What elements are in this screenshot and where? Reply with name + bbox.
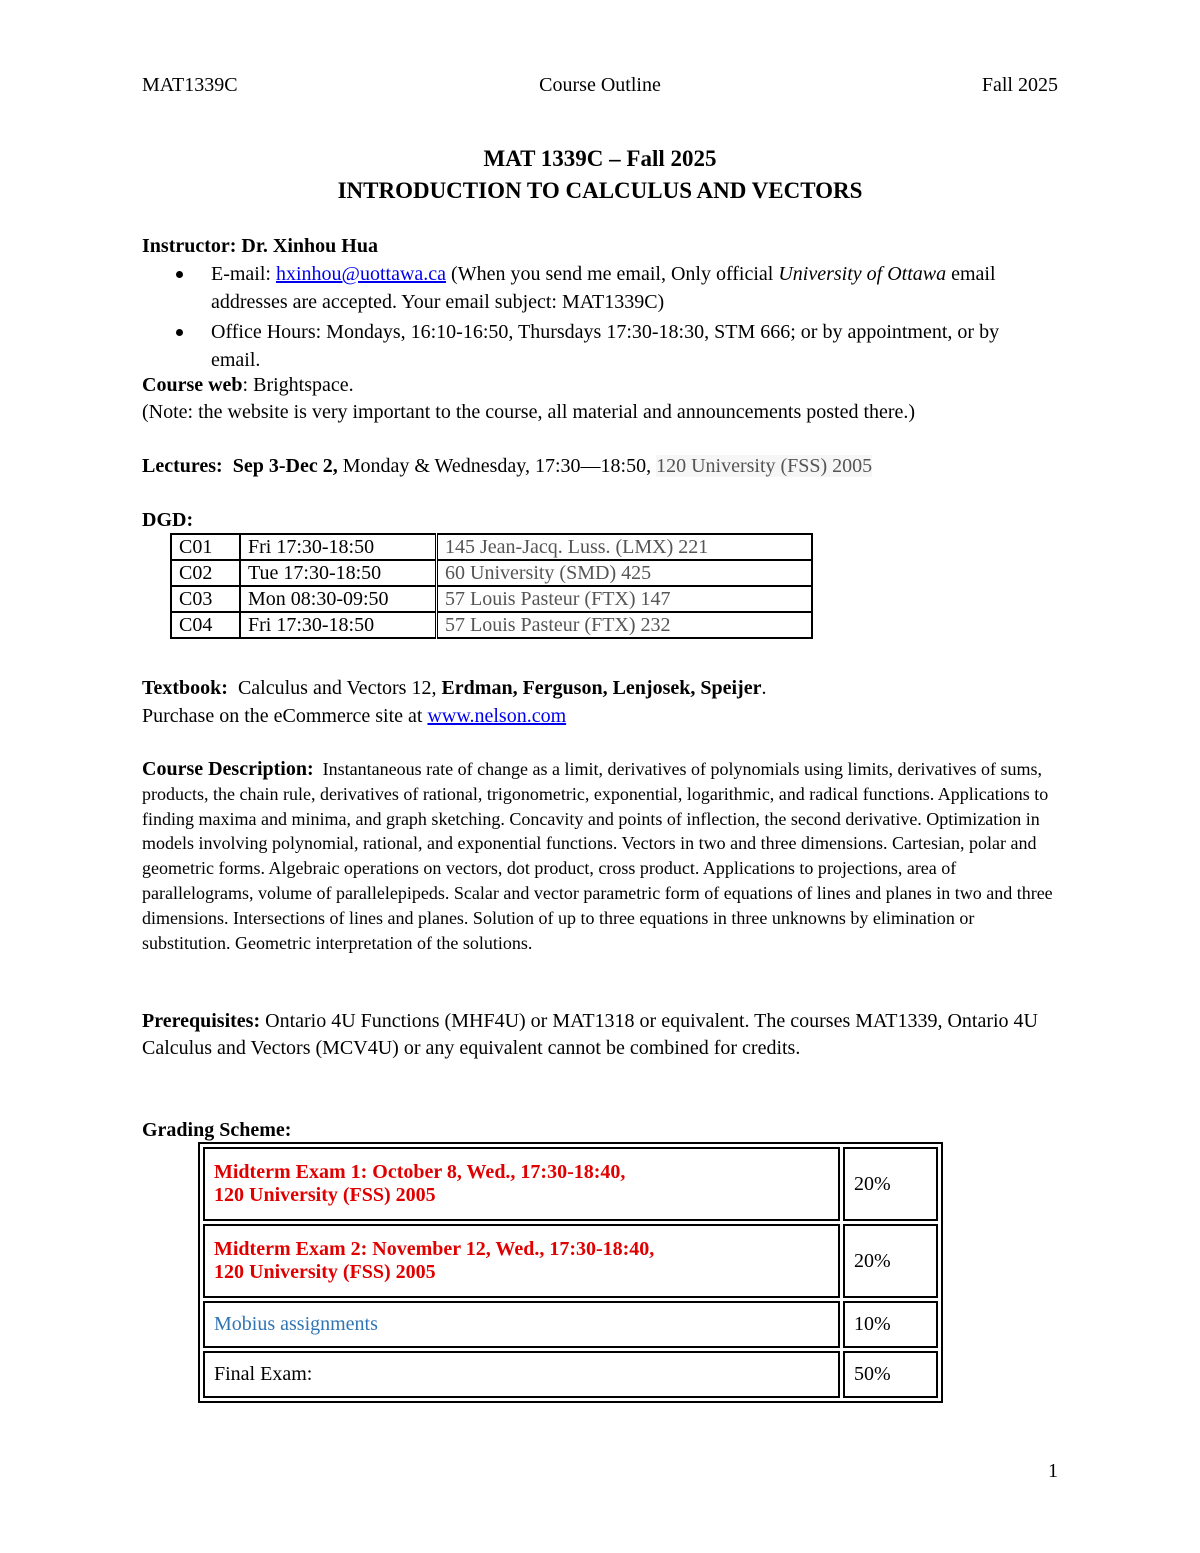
prerequisites-text: Ontario 4U Functions (MHF4U) or MAT1318 or equivalent. The courses MAT1339, Ontario 4U Calculus and Vectors (MCV4U) or any equivalent cannot be combined for credits. xyxy=(142,1010,1038,1059)
lectures-label: Lectures: xyxy=(142,455,223,477)
course-web-line xyxy=(142,371,354,399)
header-term: Fall 2025 xyxy=(981,74,1058,96)
final-exam-weight: 50% xyxy=(843,1351,938,1398)
lectures-dates: Sep 3-Dec 2, xyxy=(232,455,338,477)
dgd-table xyxy=(170,533,813,639)
email-prefix: E-mail: xyxy=(211,263,276,285)
lectures-line xyxy=(142,452,872,480)
course-web-value: : Brightspace. xyxy=(242,374,354,396)
dgd-location: 145 Jean-Jacq. Luss. (LMX) 221 xyxy=(437,534,813,560)
page-number: 1 xyxy=(1048,1460,1058,1482)
dgd-location: 60 University (SMD) 425 xyxy=(437,560,813,586)
email-note-2: email addresses are accepted. Your email subject: MAT1339C) xyxy=(211,263,996,313)
grading-heading: Grading Scheme: xyxy=(142,1119,292,1141)
instructor-details xyxy=(142,260,1042,374)
email-note-1: (When you send me email, Only official xyxy=(446,263,779,285)
course-web-note: (Note: the website is very important to the course, all material and announcements posted there.) xyxy=(142,401,916,423)
textbook-end: . xyxy=(761,677,767,699)
table-row xyxy=(171,586,812,612)
prerequisites xyxy=(142,1008,1052,1062)
email-item xyxy=(142,260,1042,316)
description-text: Instantaneous rate of change as a limit, derivatives of polynomials using limits, derivatives of sums, products, the chain rule, derivatives of rational, trigonometric, exponential, logarithmic, and radical functions. Applications to finding maxima and minima, and graph sketching. Concavity and points of inflection, the second derivative. Optimization in models involving polynomial, rational, and exponential functions. Vectors in two and three dimensions. Cartesian, polar and geometric forms. Algebraic operations on vectors, dot product, cross product. Applications to projections, area of parallelograms, volume of parallelepipeds. Scalar and vector parametric form of equations of lines and planes in two and three dimensions. Intersections of lines and planes. Solution of up to three equations in three unknowns by elimination or substitution. Geometric interpretation of the solutions. xyxy=(142,759,1053,953)
dgd-section: C01 xyxy=(171,534,240,560)
purchase-text: Purchase on the eCommerce site at xyxy=(142,705,428,727)
dgd-section: C02 xyxy=(171,560,240,586)
course-title: MAT 1339C – Fall 2025 xyxy=(483,146,717,171)
textbook-authors: Erdman, Ferguson, Lenjosek, Speijer xyxy=(441,677,762,699)
table-row xyxy=(171,560,812,586)
dgd-location: 57 Louis Pasteur (FTX) 232 xyxy=(437,612,813,638)
final-exam-label: Final Exam: xyxy=(203,1351,840,1398)
table-row xyxy=(203,1301,938,1348)
course-subtitle: INTRODUCTION TO CALCULUS AND VECTORS xyxy=(337,178,863,203)
textbook-title: Calculus and Vectors 12, xyxy=(237,677,442,699)
dgd-section: C03 xyxy=(171,586,240,612)
purchase-line xyxy=(142,702,566,730)
lectures-location: 120 University (FSS) 2005 xyxy=(656,455,873,477)
dgd-heading: DGD: xyxy=(142,509,194,531)
course-web-label: Course web xyxy=(142,374,243,396)
table-row xyxy=(171,612,812,638)
dgd-time: Tue 17:30-18:50 xyxy=(240,560,437,586)
office-hours-item xyxy=(142,318,1042,374)
midterm2-line1: Midterm Exam 2: November 12, Wed., 17:30-18:40, xyxy=(214,1238,655,1260)
dgd-time: Mon 08:30-09:50 xyxy=(240,586,437,612)
table-row xyxy=(171,534,812,560)
midterm1-line2: 120 University (FSS) 2005 xyxy=(214,1184,436,1206)
midterm2-cell xyxy=(203,1224,840,1298)
midterm2-weight: 20% xyxy=(843,1224,938,1298)
table-row xyxy=(203,1147,938,1221)
prerequisites-label: Prerequisites: xyxy=(142,1010,261,1032)
lectures-time: Monday & Wednesday, 17:30—18:50, xyxy=(337,455,657,477)
dgd-location: 57 Louis Pasteur (FTX) 147 xyxy=(437,586,813,612)
textbook-label: Textbook: xyxy=(142,677,228,699)
description-label: Course Description: xyxy=(142,758,314,780)
midterm1-line1: Midterm Exam 1: October 8, Wed., 17:30-18:40, xyxy=(214,1161,626,1183)
bullet-icon xyxy=(176,329,183,336)
midterm2-line2: 120 University (FSS) 2005 xyxy=(214,1261,436,1283)
dgd-time: Fri 17:30-18:50 xyxy=(240,612,437,638)
table-row xyxy=(203,1351,938,1398)
bullet-icon xyxy=(176,271,183,278)
email-note-university: University of Ottawa xyxy=(778,263,947,285)
header-title: Course Outline xyxy=(539,74,661,96)
dgd-time: Fri 17:30-18:50 xyxy=(240,534,437,560)
nelson-link[interactable]: www.nelson.com xyxy=(427,705,567,727)
header-course-code: MAT1339C xyxy=(142,74,238,96)
email-link[interactable]: hxinhou@uottawa.ca xyxy=(275,263,447,285)
dgd-section: C04 xyxy=(171,612,240,638)
midterm1-weight: 20% xyxy=(843,1147,938,1221)
instructor-heading: Instructor: Dr. Xinhou Hua xyxy=(142,235,378,257)
mobius-weight: 10% xyxy=(843,1301,938,1348)
midterm1-cell xyxy=(203,1147,840,1221)
table-row xyxy=(203,1224,938,1298)
grading-table xyxy=(198,1142,943,1403)
course-description xyxy=(142,757,1062,955)
textbook-line xyxy=(142,674,766,702)
mobius-label: Mobius assignments xyxy=(203,1301,840,1348)
office-hours-text: Office Hours: Mondays, 16:10-16:50, Thursdays 17:30-18:30, STM 666; or by appointment, or by email. xyxy=(211,321,1000,371)
